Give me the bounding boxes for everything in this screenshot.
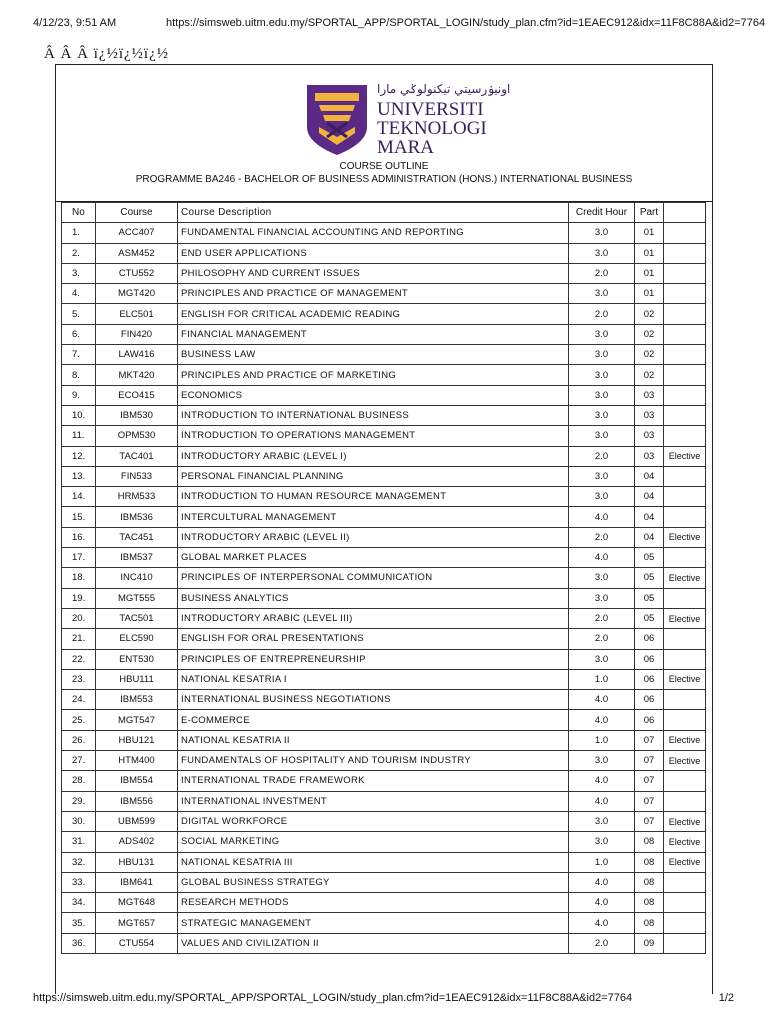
table-row [62,263,706,283]
cell-description: PRINCIPLES AND PRACTICE OF MARKETING [178,365,569,385]
table-row [62,446,706,466]
cell-credit-hour: 4.0 [569,791,635,811]
cell-description: PRINCIPLES OF INTERPERSONAL COMMUNICATION [178,568,569,588]
cell-no: 32. [62,852,96,872]
cell-part: 06 [635,710,664,730]
cell-part: 06 [635,669,664,689]
cell-part: 04 [635,487,664,507]
cell-credit-hour: 3.0 [569,588,635,608]
cell-course-code: FIN420 [96,324,178,344]
cell-description: BUSINESS LAW [178,345,569,365]
table-row [62,629,706,649]
cell-description: PERSONAL FINANCIAL PLANNING [178,466,569,486]
table-row [62,832,706,852]
cell-part: 01 [635,263,664,283]
table-row [62,710,706,730]
cell-credit-hour: 4.0 [569,872,635,892]
cell-part: 03 [635,446,664,466]
cell-credit-hour: 4.0 [569,893,635,913]
cell-credit-hour: 3.0 [569,223,635,243]
cell-no: 33. [62,872,96,892]
cell-credit-hour: 1.0 [569,852,635,872]
table-row [62,811,706,831]
table-row [62,568,706,588]
footer-url: https://simsweb.uitm.edu.my/SPORTAL_APP/SPORTAL_LOGIN/study_plan.cfm?id=1EAEC912&idx=11F8C88A&id2=7764 [33,992,633,1004]
table-row [62,791,706,811]
cell-elective [664,507,706,527]
cell-description: GLOBAL MARKET PLACES [178,548,569,568]
cell-no: 31. [62,832,96,852]
cell-elective [664,345,706,365]
cell-credit-hour: 4.0 [569,771,635,791]
cell-elective [664,426,706,446]
course-table [61,202,706,954]
cell-credit-hour: 3.0 [569,426,635,446]
cell-elective [664,872,706,892]
table-row [62,243,706,263]
cell-course-code: HBU121 [96,730,178,750]
table-row [62,872,706,892]
cell-course-code: HBU131 [96,852,178,872]
cell-description: E-COMMERCE [178,710,569,730]
cell-description: ECONOMICS [178,385,569,405]
cell-course-code: LAW416 [96,345,178,365]
cell-no: 5. [62,304,96,324]
column-header-elective [664,203,706,223]
cell-no: 9. [62,385,96,405]
cell-part: 05 [635,568,664,588]
cell-no: 11. [62,426,96,446]
cell-course-code: TAC401 [96,446,178,466]
print-datetime: 4/12/23, 9:51 AM [33,17,117,29]
cell-description: GLOBAL BUSINESS STRATEGY [178,872,569,892]
column-header-course: Course [96,203,178,223]
cell-description: INTERNATIONAL BUSINESS NEGOTIATIONS [178,690,569,710]
cell-description: PRINCIPLES OF ENTREPRENEURSHIP [178,649,569,669]
cell-credit-hour: 3.0 [569,466,635,486]
cell-description: INTRODUCTION TO INTERNATIONAL BUSINESS [178,405,569,425]
cell-course-code: MGT648 [96,893,178,913]
table-row [62,649,706,669]
cell-no: 34. [62,893,96,913]
table-row [62,669,706,689]
cell-part: 04 [635,466,664,486]
cell-no: 10. [62,405,96,425]
cell-elective [664,405,706,425]
cell-course-code: IBM556 [96,791,178,811]
cell-credit-hour: 3.0 [569,487,635,507]
logo-line3: MARA [377,137,435,158]
cell-part: 06 [635,649,664,669]
cell-elective [664,649,706,669]
table-header-row [62,203,706,223]
cell-elective [664,324,706,344]
cell-credit-hour: 3.0 [569,324,635,344]
cell-description: INTERCULTURAL MANAGEMENT [178,507,569,527]
cell-part: 08 [635,832,664,852]
cell-no: 6. [62,324,96,344]
cell-description: FUNDAMENTAL FINANCIAL ACCOUNTING AND REPORTING [178,223,569,243]
table-row [62,487,706,507]
table-row [62,730,706,750]
garbled-text: Â Â Â ï¿½ï¿½ï¿½ [44,46,169,62]
table-row [62,345,706,365]
cell-no: 30. [62,811,96,831]
programme-title: PROGRAMME BA246 - BACHELOR OF BUSINESS ADMINISTRATION (HONS.) INTERNATIONAL BUSINESS [135,174,633,185]
table-row [62,852,706,872]
cell-part: 07 [635,771,664,791]
cell-course-code: CTU554 [96,933,178,953]
cell-elective: Elective [664,811,706,831]
table-row [62,324,706,344]
cell-description: PRINCIPLES AND PRACTICE OF MANAGEMENT [178,284,569,304]
cell-elective [664,365,706,385]
cell-elective [664,690,706,710]
cell-elective [664,893,706,913]
cell-course-code: INC410 [96,568,178,588]
cell-no: 2. [62,243,96,263]
cell-part: 06 [635,690,664,710]
cell-no: 29. [62,791,96,811]
cell-course-code: FIN533 [96,466,178,486]
cell-course-code: IBM641 [96,872,178,892]
cell-part: 04 [635,507,664,527]
cell-no: 17. [62,548,96,568]
cell-elective [664,588,706,608]
cell-elective [664,243,706,263]
table-row [62,304,706,324]
table-row [62,365,706,385]
cell-credit-hour: 4.0 [569,548,635,568]
cell-course-code: MGT547 [96,710,178,730]
cell-part: 02 [635,304,664,324]
cell-course-code: ADS402 [96,832,178,852]
cell-no: 36. [62,933,96,953]
cell-elective: Elective [664,608,706,628]
logo-line1: UNIVERSITI [377,99,484,120]
cell-elective [664,791,706,811]
cell-course-code: ELC501 [96,304,178,324]
cell-no: 16. [62,527,96,547]
cell-elective [664,223,706,243]
cell-course-code: HRM533 [96,487,178,507]
cell-elective: Elective [664,669,706,689]
cell-credit-hour: 2.0 [569,304,635,324]
uitm-logo [303,79,511,158]
course-rows [62,223,706,954]
table-row [62,426,706,446]
print-url: https://simsweb.uitm.edu.my/SPORTAL_APP/SPORTAL_LOGIN/study_plan.cfm?id=1EAEC912&idx=11F8C88A&id2=7764 [166,17,766,29]
print-header [0,0,768,40]
cell-credit-hour: 3.0 [569,568,635,588]
column-header-credit: Credit Hour [569,203,635,223]
cell-elective: Elective [664,751,706,771]
cell-credit-hour: 3.0 [569,365,635,385]
column-header-description: Course Description [178,203,569,223]
cell-credit-hour: 4.0 [569,913,635,933]
table-row [62,223,706,243]
page-number: 1/2 [718,992,734,1004]
cell-description: VALUES AND CIVILIZATION II [178,933,569,953]
cell-description: RESEARCH METHODS [178,893,569,913]
cell-part: 07 [635,751,664,771]
course-outline-document [55,64,713,994]
cell-no: 24. [62,690,96,710]
cell-part: 02 [635,324,664,344]
cell-part: 03 [635,426,664,446]
cell-part: 07 [635,791,664,811]
table-row [62,527,706,547]
column-header-no: No [62,203,96,223]
cell-course-code: HBU111 [96,669,178,689]
cell-elective [664,304,706,324]
cell-no: 21. [62,629,96,649]
cell-elective [664,487,706,507]
cell-credit-hour: 3.0 [569,284,635,304]
table-row [62,466,706,486]
cell-credit-hour: 3.0 [569,405,635,425]
cell-elective [664,771,706,791]
cell-no: 8. [62,365,96,385]
cell-description: NATIONAL KESATRIA II [178,730,569,750]
cell-description: ENGLISH FOR ORAL PRESENTATIONS [178,629,569,649]
cell-description: INTERNATIONAL TRADE FRAMEWORK [178,771,569,791]
cell-course-code: UBM599 [96,811,178,831]
cell-description: NATIONAL KESATRIA III [178,852,569,872]
table-row [62,751,706,771]
cell-no: 18. [62,568,96,588]
cell-no: 1. [62,223,96,243]
document-title: COURSE OUTLINE [339,161,429,172]
document-header [56,65,712,202]
cell-elective: Elective [664,852,706,872]
cell-credit-hour: 3.0 [569,649,635,669]
table-row [62,913,706,933]
table-row [62,933,706,953]
cell-course-code: IBM536 [96,507,178,527]
cell-course-code: OPM530 [96,426,178,446]
cell-part: 08 [635,852,664,872]
cell-part: 03 [635,385,664,405]
cell-no: 3. [62,263,96,283]
cell-credit-hour: 2.0 [569,608,635,628]
cell-description: FUNDAMENTALS OF HOSPITALITY AND TOURISM INDUSTRY [178,751,569,771]
cell-part: 04 [635,527,664,547]
cell-credit-hour: 2.0 [569,629,635,649]
cell-credit-hour: 1.0 [569,669,635,689]
cell-course-code: MGT657 [96,913,178,933]
cell-course-code: ELC590 [96,629,178,649]
cell-description: INTERNATIONAL INVESTMENT [178,791,569,811]
cell-credit-hour: 2.0 [569,933,635,953]
cell-part: 08 [635,913,664,933]
cell-description: PHILOSOPHY AND CURRENT ISSUES [178,263,569,283]
cell-no: 12. [62,446,96,466]
cell-no: 20. [62,608,96,628]
cell-no: 27. [62,751,96,771]
cell-elective: Elective [664,832,706,852]
table-row [62,385,706,405]
cell-no: 35. [62,913,96,933]
cell-credit-hour: 4.0 [569,507,635,527]
cell-elective [664,710,706,730]
cell-elective [664,385,706,405]
cell-description: INTRODUCTORY ARABIC (LEVEL I) [178,446,569,466]
print-footer [0,990,768,1020]
cell-no: 7. [62,345,96,365]
column-header-part: Part [635,203,664,223]
cell-no: 26. [62,730,96,750]
cell-elective [664,629,706,649]
cell-elective [664,284,706,304]
cell-description: SOCIAL MARKETING [178,832,569,852]
cell-course-code: CTU552 [96,263,178,283]
cell-description: INTRODUCTORY ARABIC (LEVEL III) [178,608,569,628]
cell-credit-hour: 4.0 [569,690,635,710]
cell-part: 07 [635,730,664,750]
cell-credit-hour: 2.0 [569,263,635,283]
cell-course-code: IBM554 [96,771,178,791]
cell-elective: Elective [664,527,706,547]
table-row [62,548,706,568]
cell-elective: Elective [664,446,706,466]
cell-elective [664,466,706,486]
cell-course-code: MGT420 [96,284,178,304]
cell-no: 13. [62,466,96,486]
cell-part: 06 [635,629,664,649]
cell-credit-hour: 3.0 [569,832,635,852]
cell-course-code: ACC407 [96,223,178,243]
cell-course-code: ENT530 [96,649,178,669]
cell-credit-hour: 4.0 [569,710,635,730]
cell-no: 25. [62,710,96,730]
cell-description: FINANCIAL MANAGEMENT [178,324,569,344]
cell-course-code: ASM452 [96,243,178,263]
cell-course-code: TAC451 [96,527,178,547]
table-row [62,608,706,628]
cell-description: NATIONAL KESATRIA I [178,669,569,689]
cell-credit-hour: 2.0 [569,527,635,547]
cell-credit-hour: 3.0 [569,811,635,831]
logo-line2: TEKNOLOGI [377,118,487,139]
cell-part: 01 [635,223,664,243]
cell-part: 02 [635,365,664,385]
cell-no: 15. [62,507,96,527]
logo-arabic-text: اونيۏرسيتي تيكنولوݢي مارا [377,82,511,96]
cell-course-code: IBM537 [96,548,178,568]
uitm-emblem-icon [307,85,367,155]
cell-part: 05 [635,548,664,568]
cell-course-code: IBM530 [96,405,178,425]
cell-description: ENGLISH FOR CRITICAL ACADEMIC READING [178,304,569,324]
cell-part: 01 [635,243,664,263]
cell-description: INTRODUCTION TO OPERATIONS MANAGEMENT [178,426,569,446]
cell-no: 19. [62,588,96,608]
cell-course-code: IBM553 [96,690,178,710]
cell-part: 08 [635,872,664,892]
cell-description: BUSINESS ANALYTICS [178,588,569,608]
cell-no: 14. [62,487,96,507]
cell-elective [664,913,706,933]
cell-part: 03 [635,405,664,425]
cell-credit-hour: 1.0 [569,730,635,750]
cell-no: 23. [62,669,96,689]
cell-part: 02 [635,345,664,365]
cell-description: STRATEGIC MANAGEMENT [178,913,569,933]
cell-credit-hour: 3.0 [569,385,635,405]
cell-elective [664,933,706,953]
cell-description: END USER APPLICATIONS [178,243,569,263]
table-row [62,507,706,527]
cell-part: 01 [635,284,664,304]
table-row [62,893,706,913]
table-row [62,405,706,425]
cell-part: 05 [635,608,664,628]
cell-part: 08 [635,893,664,913]
cell-no: 4. [62,284,96,304]
table-row [62,771,706,791]
cell-course-code: MKT420 [96,365,178,385]
cell-description: DIGITAL WORKFORCE [178,811,569,831]
table-row [62,588,706,608]
cell-credit-hour: 3.0 [569,751,635,771]
cell-course-code: TAC501 [96,608,178,628]
cell-no: 28. [62,771,96,791]
cell-elective: Elective [664,568,706,588]
cell-part: 09 [635,933,664,953]
cell-credit-hour: 3.0 [569,243,635,263]
cell-credit-hour: 2.0 [569,446,635,466]
cell-description: INTRODUCTORY ARABIC (LEVEL II) [178,527,569,547]
cell-course-code: HTM400 [96,751,178,771]
cell-elective [664,263,706,283]
cell-description: INTRODUCTION TO HUMAN RESOURCE MANAGEMENT [178,487,569,507]
cell-elective: Elective [664,730,706,750]
cell-part: 05 [635,588,664,608]
cell-course-code: ECO415 [96,385,178,405]
cell-elective [664,548,706,568]
cell-credit-hour: 3.0 [569,345,635,365]
cell-no: 22. [62,649,96,669]
cell-course-code: MGT555 [96,588,178,608]
table-row [62,690,706,710]
cell-part: 07 [635,811,664,831]
table-row [62,284,706,304]
